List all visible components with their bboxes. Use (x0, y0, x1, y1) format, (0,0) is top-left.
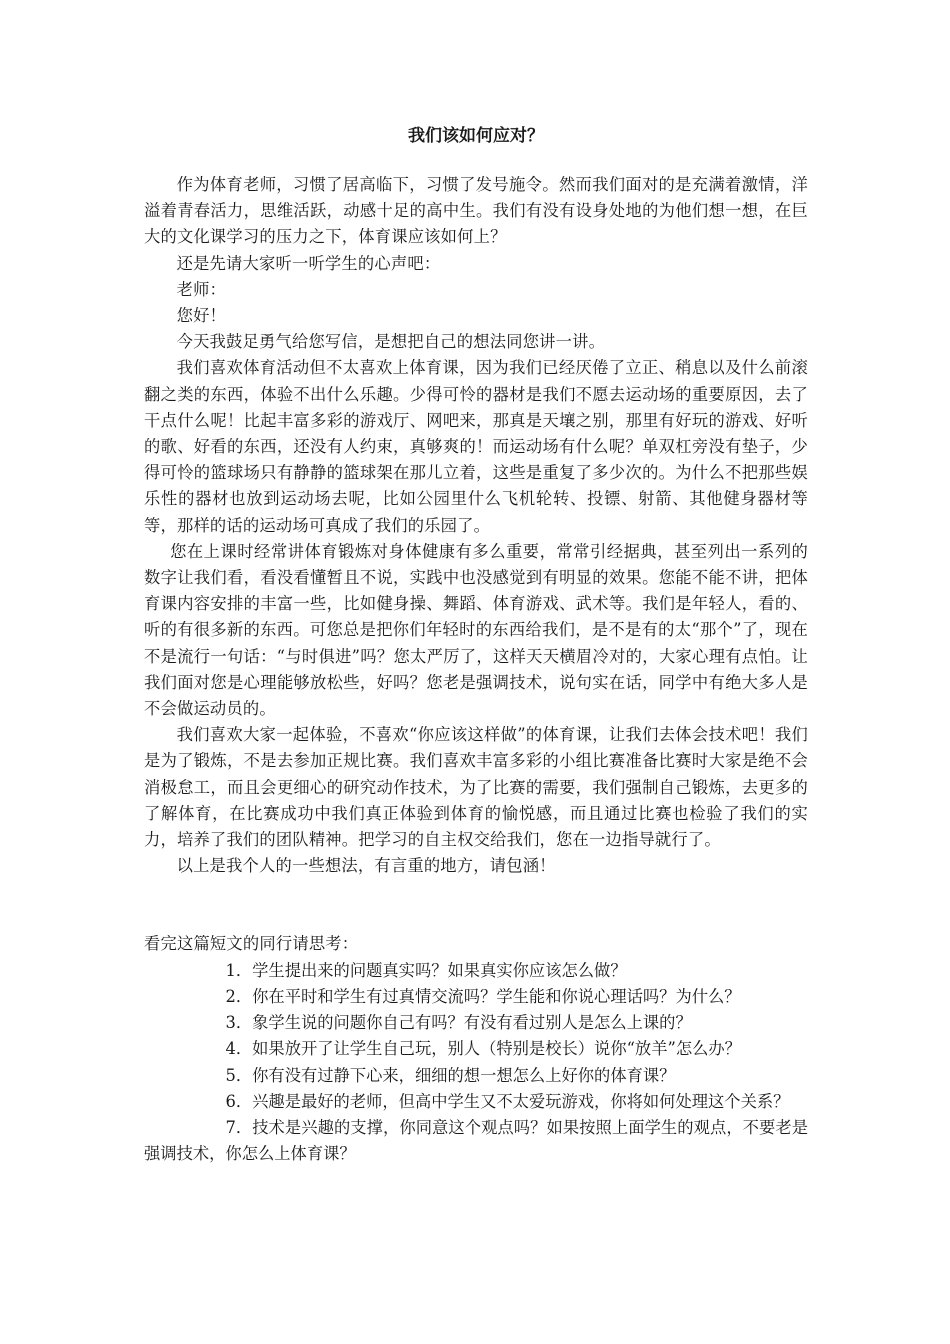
letter-paragraph-teaching: 您在上课时经常讲体育锻炼对身体健康有多么重要，常常引经据典，甚至列出一系列的数字让我们看，看没看懂暂且不说，实践中也没感觉到有明显的效果。您能不能不讲，把体育课内容安排的丰富一些，比如健身操、舞蹈、体育游戏、武术等。我们是年轻人，看的、听的有很多新的东西。可您总是把你们年轻时的东西给我们，是不是有的太“那个”了，现在不是流行一句话：“与时俱进”吗？您太严厉了，这样天天横眉冷对的，大家心理有点怕。让我们面对您是心理能够放松些，好吗？您老是强调技术，说句实在话，同学中有绝大多人是不会做运动员的。 (144, 541, 808, 719)
list-item (144, 1036, 808, 1062)
letter-paragraph-equipment: 我们喜欢体育活动但不太喜欢上体育课，因为我们已经厌倦了立正、稍息以及什么前滚翻之类的东西，体验不出什么乐趣。少得可怜的器材是我们不愿去运动场的重要原因，去了干点什么呢！比起丰富多彩的游戏厅、网吧来，那真是天壤之别，那里有好玩的游戏、好听的歌、好看的东西，还没有人约束，真够爽的！而运动场有什么呢？单双杠旁没有垫子，少得可怜的篮球场只有静静的篮球架在那儿立着，这些是重复了多少次的。为什么不把那些娱乐性的器材也放到运动场去呢，比如公园里什么飞机轮转、投镖、射箭、其他健身器材等等，那样的话的运动场可真成了我们的乐园了。 (144, 358, 808, 535)
question-text: 学生提出来的问题真实吗？如果真实你应该怎么做？ (252, 960, 627, 980)
question-text: 兴趣是最好的老师，但高中学生又不太爱玩游戏，你将如何处理这个关系？ (252, 1091, 790, 1111)
list-item (144, 1115, 808, 1167)
question-number: 1． (225, 960, 253, 980)
letter-opening: 今天我鼓足勇气给您写信，是想把自己的想法同您讲一讲。 (176, 332, 606, 352)
question-text: 你在平时和学生有过真情交流吗？学生能和你说心理话吗？为什么？ (252, 986, 741, 1006)
question-text: 如果放开了让学生自己玩，别人（特别是校长）说你“放羊”怎么办？ (252, 1039, 741, 1059)
question-number: 2． (225, 986, 253, 1006)
question-number: 6． (225, 1091, 253, 1111)
paragraph-lead: 还是先请大家听一听学生的心声吧： (176, 253, 441, 273)
list-item (144, 1010, 808, 1036)
list-item (144, 1089, 808, 1115)
document-page (144, 122, 808, 1167)
letter-salutation: 老师： (176, 279, 227, 299)
letter-paragraph-experience: 我们喜欢大家一起体验，不喜欢“你应该这样做”的体育课，让我们去体会技术吧！我们是为了锻炼，不是去参加正规比赛。我们喜欢丰富多彩的小组比赛准备比赛时大家是绝不会消极怠工，而且会更细心的研究动作技术，为了比赛的需要，我们强制自己锻炼，去更多的了解体育，在比赛成功中我们真正体验到体育的愉悦感，而且通过比赛也检验了我们的实力，培养了我们的团队精神。把学习的自主权交给我们，您在一边指导就行了。 (144, 725, 808, 850)
letter-closing: 以上是我个人的一些想法，有言重的地方，请包涵！ (176, 856, 556, 876)
list-item (144, 958, 808, 984)
letter-greeting: 您好！ (176, 306, 227, 326)
list-item (144, 984, 808, 1010)
question-text: 技术是兴趣的支撑，你同意这个观点吗？如果按照上面学生的观点，不要老是强调技术，你怎么上体育课？ (144, 1117, 808, 1164)
section-gap (144, 879, 808, 931)
reflection-prompt: 看完这篇短文的同行请思考： (144, 934, 359, 954)
question-text: 象学生说的问题你自己有吗？有没有看过别人是怎么上课的？ (252, 1013, 692, 1033)
question-text: 你有没有过静下心来，细细的想一想怎么上好你的体育课？ (252, 1065, 676, 1085)
document-title: 我们该如何应对？ (408, 126, 544, 146)
question-number: 4． (225, 1039, 253, 1059)
question-number: 5． (225, 1065, 253, 1085)
question-number: 7． (225, 1117, 253, 1137)
question-list (144, 958, 808, 1168)
question-number: 3． (225, 1013, 253, 1033)
list-item (144, 1063, 808, 1089)
paragraph-intro: 作为体育老师，习惯了居高临下，习惯了发号施令。然而我们面对的是充满着激情，洋溢着青春活力，思维活跃，动感十足的高中生。我们有没有设身处地的为他们想一想，在巨大的文化课学习的压力之下，体育课应该如何上？ (144, 175, 808, 247)
